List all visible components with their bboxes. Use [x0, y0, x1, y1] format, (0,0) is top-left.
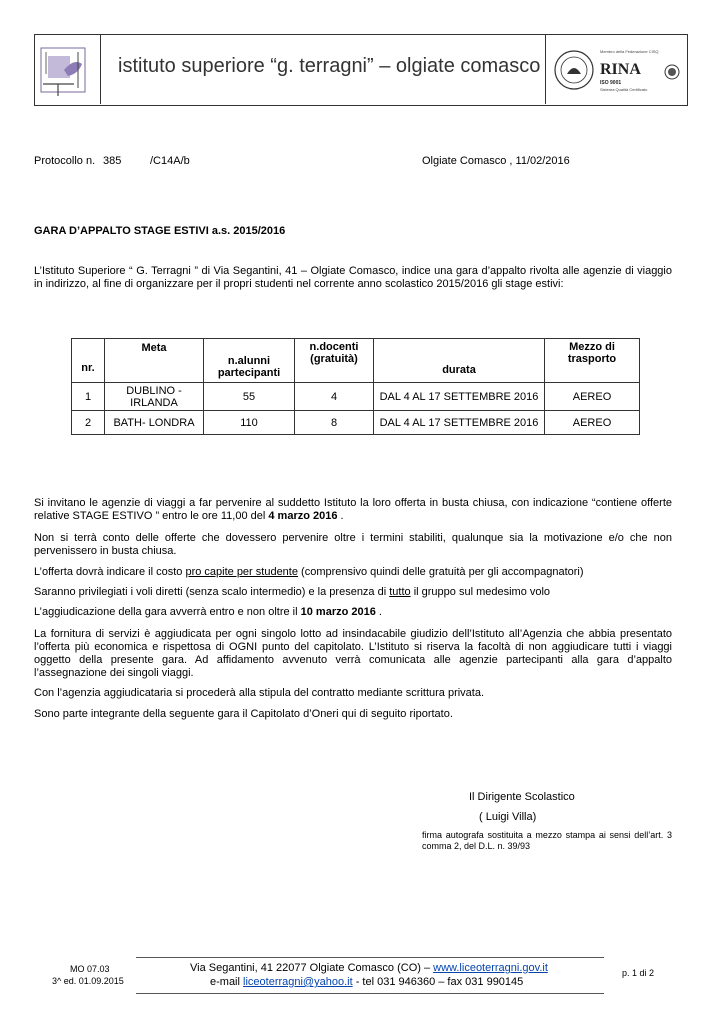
school-logo-icon	[34, 34, 100, 104]
protocol-number: 385	[103, 155, 122, 167]
footer-bottom-rule	[136, 993, 604, 994]
cert-member-text: Membro della Federazione CISQ	[600, 49, 659, 54]
signature-role: Il Dirigente Scolastico	[469, 791, 575, 803]
row-durata: DAL 4 AL 17 SETTEMBRE 2016	[374, 383, 545, 411]
rina-logo-text: RINA	[600, 61, 641, 78]
table-row	[72, 383, 640, 411]
header-alunni: n.alunni partecipanti	[204, 339, 295, 383]
footer-phone-fax: - tel 031 946360 – fax 031 990145	[352, 976, 524, 988]
paragraph-award-date	[34, 606, 672, 619]
cost-underlined: pro capite per studente	[185, 566, 298, 578]
cost-text-end: (comprensivo quindi delle gratuità per gli accompagnatori)	[297, 566, 584, 578]
footer-top-rule	[136, 957, 604, 958]
header-docenti: n.docenti (gratuità)	[295, 339, 374, 383]
row-mezzo: AEREO	[545, 411, 640, 435]
header-durata: durata	[374, 339, 545, 383]
footer-email-label: e-mail	[210, 976, 244, 988]
footer-page-number: p. 1 di 2	[622, 968, 655, 978]
footer-email-link[interactable]: liceoterragni@yahoo.it	[243, 976, 353, 988]
signature-note: firma autografa sostituita a mezzo stampa ai sensi dell’art. 3 comma 2, del D.L. n. 39/93	[422, 830, 672, 851]
paragraph-supply: La fornitura di servizi è aggiudicata per ogni singolo lotto ad insindacabile giudizio dell’Istituto all’Agenzia che abbia presentato l’offerta più economica e rispettosa di OGNI punto del capitolato. L’Istituto si riserva la facoltà di non aggiudicare tutti i viaggi oggetto della presente gara. Ad affidamento avvenuto verrà comunicata alle agenzie partecipanti alla gara d’appalto l’assegnazione dei singoli viaggi.	[34, 628, 672, 679]
place-date: Olgiate Comasco , 11/02/2016	[422, 155, 570, 167]
flights-underlined: tutto	[389, 586, 411, 598]
footer-edition: 3^ ed. 01.09.2015	[52, 976, 124, 986]
seal-icon	[552, 48, 596, 92]
flights-text-end: il gruppo sul medesimo volo	[410, 586, 551, 598]
flights-text: Saranno privilegiati i voli diretti (senza scalo intermedio) e la presenza di	[34, 586, 390, 598]
header-nr: nr.	[72, 339, 105, 383]
row-docenti: 4	[295, 383, 374, 411]
cost-text: L’offerta dovrà indicare il costo	[34, 566, 186, 578]
row-nr: 2	[72, 411, 105, 435]
paragraph-submission	[34, 497, 672, 523]
paragraph-cost	[34, 566, 672, 579]
submission-text: Si invitano le agenzie di viaggi a far pervenire al suddetto Istituto la loro offerta in busta chiusa, con indicazione “contiene offerte relative STAGE ESTIVO ” entro le ore 11,00 del	[34, 497, 672, 522]
row-durata: DAL 4 AL 17 SETTEMBRE 2016	[374, 411, 545, 435]
paragraph-contract: Con l’agenzia aggiudicataria si procederà alla stipula del contratto mediante scrittura privata.	[34, 687, 485, 699]
row-docenti: 8	[295, 411, 374, 435]
row-meta: DUBLINO - IRLANDA	[105, 383, 204, 411]
table-row	[72, 411, 640, 435]
cisq-badge-icon	[664, 64, 680, 80]
school-name-title: istituto superiore “g. terragni” – olgiate comasco	[118, 55, 541, 77]
footer-contact-line	[210, 976, 523, 988]
intro-paragraph: L’Istituto Superiore “ G. Terragni ” di Via Segantini, 41 – Olgiate Comasco, indice una gara d’appalto rivolta alle agenzie di viaggio in indirizzo, al fine di organizzare per il propri studenti nel corrente anno scolastico 2015/2016 gli stage estivi:	[34, 265, 672, 290]
quality-system-label: Sistema Qualità Certificato	[600, 87, 648, 92]
trips-table	[71, 338, 640, 435]
footer-module-code: MO 07.03	[70, 964, 110, 974]
iso-label: ISO 9001	[600, 80, 622, 86]
submission-end: .	[337, 510, 344, 522]
school-logo-cell	[34, 34, 101, 104]
award-end: .	[375, 606, 382, 618]
award-date: 10 marzo 2016	[300, 606, 376, 618]
deadline-date: 4 marzo 2016	[268, 510, 338, 522]
protocol-code: /C14A/b	[150, 155, 190, 167]
row-meta: BATH- LONDRA	[105, 411, 204, 435]
header-mezzo: Mezzo di trasporto	[545, 339, 640, 383]
paragraph-flights	[34, 586, 672, 599]
row-alunni: 110	[204, 411, 295, 435]
row-mezzo: AEREO	[545, 383, 640, 411]
table-header-row	[72, 339, 640, 383]
footer-address: Via Segantini, 41 22077 Olgiate Comasco (CO) –	[190, 962, 434, 974]
footer-address-line	[190, 962, 548, 974]
row-nr: 1	[72, 383, 105, 411]
row-alunni: 55	[204, 383, 295, 411]
paragraph-late-offers: Non si terrà conto delle offerte che dovessero pervenire oltre i termini stabiliti, qualunque sia la motivazione e/o che non pervenissero in busta chiusa.	[34, 532, 672, 557]
award-text: L’aggiudicazione della gara avverrà entro e non oltre il	[34, 606, 301, 618]
header-meta: Meta	[105, 339, 204, 383]
signature-name: ( Luigi Villa)	[479, 811, 537, 823]
protocol-label: Protocollo n.	[34, 155, 96, 167]
paragraph-annex: Sono parte integrante della seguente gara il Capitolato d’Oneri qui di seguito riportato.	[34, 708, 453, 720]
subject-title: GARA D’APPALTO STAGE ESTIVI a.s. 2015/2016	[34, 225, 286, 237]
footer-website-link[interactable]: www.liceoterragni.gov.it	[433, 962, 548, 974]
